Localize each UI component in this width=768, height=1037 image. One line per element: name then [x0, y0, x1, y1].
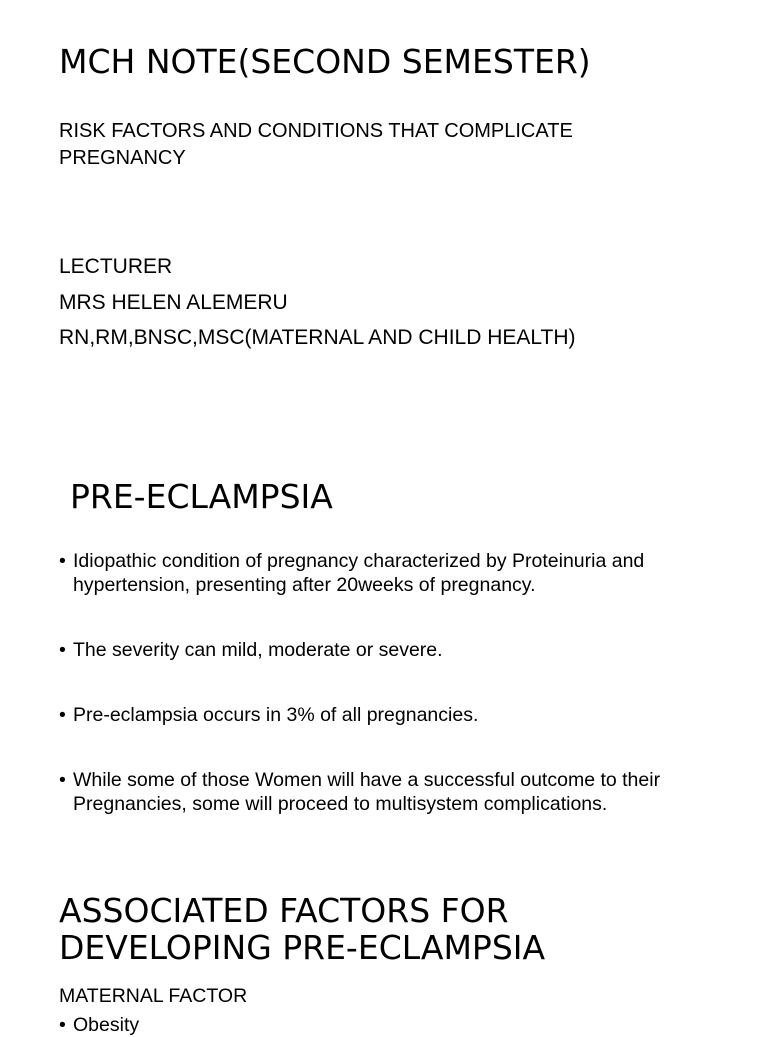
document-subtitle: RISK FACTORS AND CONDITIONS THAT COMPLICATE PREGNANCY [59, 120, 573, 169]
pre-eclampsia-bullet-list [59, 549, 719, 816]
bullet-text: Pre-eclampsia occurs in 3% of all pregnancies. [73, 704, 479, 726]
bullet-icon: • [59, 769, 66, 791]
bullet-text: The severity can mild, moderate or severe. [73, 639, 443, 661]
bullet-text: Idiopathic condition of pregnancy characterized by Proteinuria and hypertension, presenting after 20weeks of pregnancy. [73, 550, 645, 596]
bullet-icon: • [59, 1014, 66, 1036]
bullet-icon: • [59, 704, 66, 726]
lecturer-label: LECTURER [59, 255, 173, 278]
bullet-item [59, 549, 719, 597]
bullet-item [59, 1013, 359, 1037]
bullet-item [59, 703, 719, 727]
associated-factors-heading: ASSOCIATED FACTORS FOR DEVELOPING PRE-ECLAMPSIA [59, 891, 546, 967]
lecturer-name: MRS HELEN ALEMERU [59, 291, 288, 314]
bullet-text: While some of those Women will have a successful outcome to their Pregnancies, some will proceed to multisystem complications. [73, 769, 661, 815]
bullet-icon: • [59, 550, 66, 572]
pre-eclampsia-heading: PRE-ECLAMPSIA [70, 477, 333, 516]
bullet-text: Obesity [73, 1014, 140, 1036]
bullet-item [59, 638, 719, 662]
bullet-item [59, 768, 719, 816]
maternal-factor-list [59, 1013, 359, 1037]
bullet-icon: • [59, 639, 66, 661]
lecturer-credentials: RN,RM,BNSC,MSC(MATERNAL AND CHILD HEALTH) [59, 326, 576, 349]
document-title: MCH NOTE(SECOND SEMESTER) [59, 42, 591, 81]
maternal-factor-subheading: MATERNAL FACTOR [59, 985, 248, 1007]
